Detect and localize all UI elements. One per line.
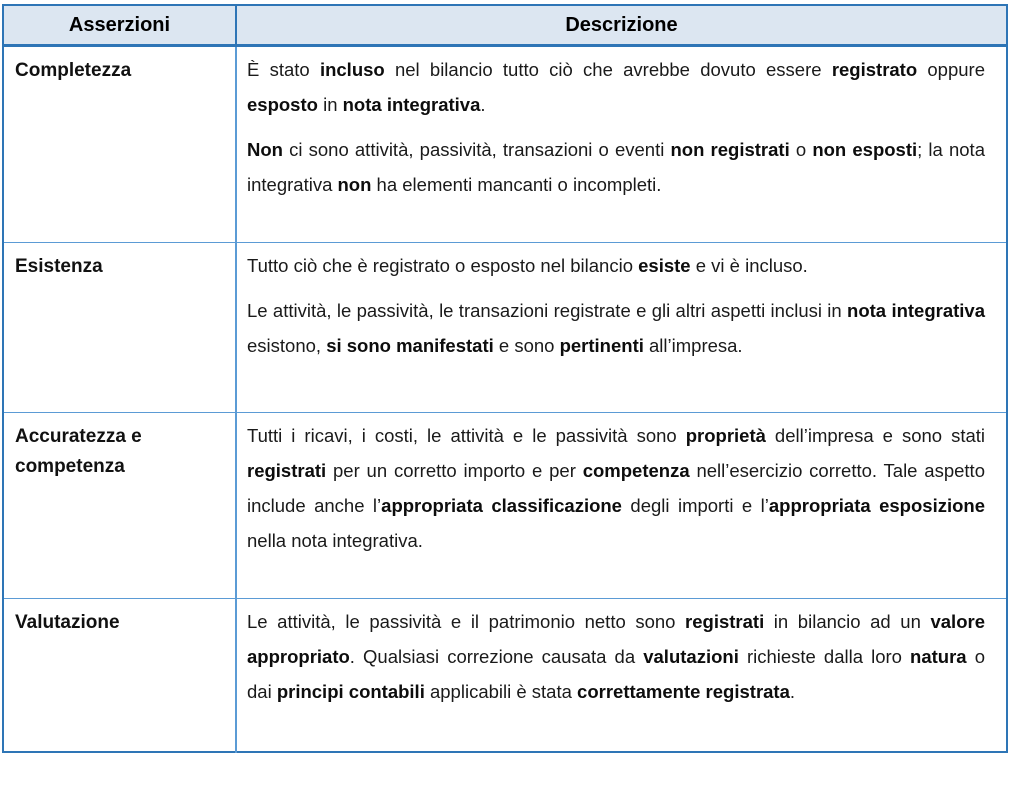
header-cell-descrizione: Descrizione (236, 5, 1007, 46)
description-paragraph: Le attività, le passività, le transazioni registrate e gli altri aspetti inclusi in nota integrativa esistono, si sono manifestati e sono pertinenti all’impresa. (247, 300, 985, 356)
table-header-row (3, 5, 1007, 46)
assertion-label: Esistenza (3, 243, 236, 413)
description-paragraph: È stato incluso nel bilancio tutto ciò che avrebbe dovuto essere registrato oppure esposto in nota integrativa. (247, 59, 985, 115)
assertion-label: Accuratezza e competenza (3, 413, 236, 599)
description-paragraph: Tutti i ricavi, i costi, le attività e le passività sono proprietà dell’impresa e sono stati registrati per un corretto importo e per competenza nell’esercizio corretto. Tale aspetto include anche l’appropriata classificazione degli importi e l’appropriata esposizione nella nota integrativa. (247, 425, 985, 551)
description-cell (236, 243, 1007, 413)
assertions-table (2, 4, 1008, 753)
description-paragraph: Tutto ciò che è registrato o esposto nel bilancio esiste e vi è incluso. (247, 255, 808, 276)
description-cell (236, 599, 1007, 752)
description-paragraph: Le attività, le passività e il patrimonio netto sono registrati in bilancio ad un valore appropriato. Qualsiasi correzione causata da valutazioni richieste dalla loro natura o dai principi contabili applicabili è stata correttamente registrata. (247, 611, 985, 702)
description-cell (236, 413, 1007, 599)
table-row-accuratezza-e-competenza (3, 413, 1007, 599)
description-paragraph: Non ci sono attività, passività, transazioni o eventi non registrati o non esposti; la nota integrativa non ha elementi mancanti o incompleti. (247, 139, 985, 195)
description-cell (236, 46, 1007, 243)
assertion-label: Valutazione (3, 599, 236, 752)
assertion-label: Completezza (3, 46, 236, 243)
table-row-valutazione (3, 599, 1007, 752)
table-row-completezza (3, 46, 1007, 243)
header-cell-asserzioni: Asserzioni (3, 5, 236, 46)
table-row-esistenza (3, 243, 1007, 413)
